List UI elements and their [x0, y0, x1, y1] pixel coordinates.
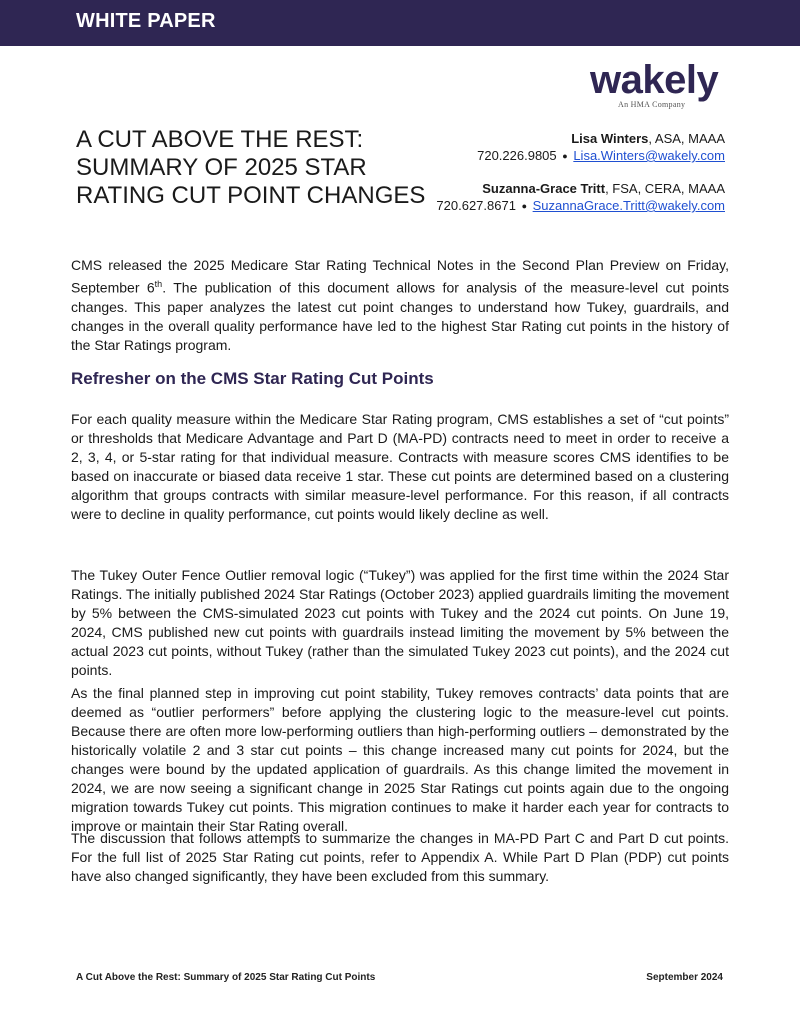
author-phone: 720.226.9805: [477, 148, 557, 163]
bullet-separator: ●: [562, 151, 568, 161]
ordinal-superscript: th: [154, 279, 163, 289]
title-line: A CUT ABOVE THE REST:: [76, 126, 364, 153]
title-line: SUMMARY OF 2025 STAR: [76, 154, 367, 181]
intro-text: CMS released the 2025 Medicare Star Rating Technical Notes in the Second Plan Preview on Friday, September 6: [71, 257, 729, 296]
author-name: Suzanna-Grace Tritt: [482, 181, 606, 196]
body-paragraph: [71, 410, 729, 524]
logo-tagline: An HMA Company: [618, 100, 686, 109]
section-heading: Refresher on the CMS Star Rating Cut Points: [71, 369, 434, 388]
document-type-label: WHITE PAPER: [76, 10, 216, 32]
author-credentials: , ASA, MAAA: [648, 131, 725, 146]
author-email-link[interactable]: Lisa.Winters@wakely.com: [573, 148, 725, 163]
author-phone: 720.627.8671: [436, 198, 516, 213]
author-block: [436, 130, 725, 215]
page-title: [76, 126, 436, 210]
author-credentials: , FSA, CERA, MAAA: [605, 181, 725, 196]
body-paragraph: [71, 566, 729, 680]
author-line: [436, 180, 725, 197]
paragraph-text: For each quality measure within the Medicare Star Rating program, CMS establishes a set of “cut points” or thresholds that Medicare Advantage and Part D (MA-PD) contracts need to meet in order to receive a 2, 3, 4, or 5-star rating for that individual measure. Contracts with measure scores CMS identifies to be based on inaccurate or biased data receive 1 star. These cut points are determined based on a clustering algorithm that groups contracts with similar measure-level performance. For this reason, if all contracts were to decline in quality performance, cut points would likely decline as well.: [71, 411, 729, 522]
bullet-separator: ●: [521, 201, 527, 211]
logo-wordmark: wakely: [590, 58, 719, 102]
intro-text: . The publication of this document allows for analysis of the measure-level cut points changes. This paper analyzes the latest cut point changes to understand how Tukey, guardrails, and changes in the overall quality performance have led to the highest Star Rating cut points in the history of the Star Ratings program.: [71, 279, 729, 353]
paragraph-text: As the final planned step in improving cut point stability, Tukey removes contracts’ data points that are deemed as “outlier performers” before applying the clustering logic to the measure-level cut points. Because there are often more low-performing outliers than high-performing outliers – demonstrated by the historically volatile 2 and 3 star cut points – this change increased many cut points for 2024, but the changes were bound by the updated application of guardrails. As this change limited the movement in 2024, we are now seeing a significant change in 2025 Star Ratings cut points again due to the ongoing migration towards Tukey cut points. This migration continues to make it harder each year for contracts to improve or maintain their Star Rating overall.: [71, 685, 729, 834]
title-line: RATING CUT POINT CHANGES: [76, 182, 426, 209]
header-band: [0, 0, 800, 46]
footer-date: September 2024: [646, 972, 723, 983]
footer-title: A Cut Above the Rest: Summary of 2025 Star Rating Cut Points: [76, 972, 376, 983]
author-name: Lisa Winters: [571, 131, 649, 146]
wakely-logo: [590, 60, 726, 110]
author-email-link[interactable]: SuzannaGrace.Tritt@wakely.com: [532, 198, 725, 213]
body-paragraph: [71, 829, 729, 886]
intro-paragraph: [71, 256, 729, 355]
author-line: [436, 130, 725, 147]
author-contact: [436, 147, 725, 165]
paragraph-text: The discussion that follows attempts to summarize the changes in MA-PD Part C and Part D cut points. For the full list of 2025 Star Rating cut points, refer to Appendix A. While Part D Plan (PDP) cut points have also changed significantly, they have been excluded from this summary.: [71, 830, 729, 884]
paragraph-text: The Tukey Outer Fence Outlier removal logic (“Tukey”) was applied for the first time within the 2024 Star Ratings. The initially published 2024 Star Ratings (October 2023) applied guardrails limiting the movement by 5% between the CMS-simulated 2023 cut points with Tukey and the 2024 cut points. On June 19, 2024, CMS published new cut points with guardrails instead limiting the movement by 5% between the actual 2023 cut points, without Tukey (rather than the simulated Tukey 2023 cut points), and the 2024 cut points.: [71, 567, 729, 678]
body-paragraph: [71, 684, 729, 836]
author-contact: [436, 197, 725, 215]
